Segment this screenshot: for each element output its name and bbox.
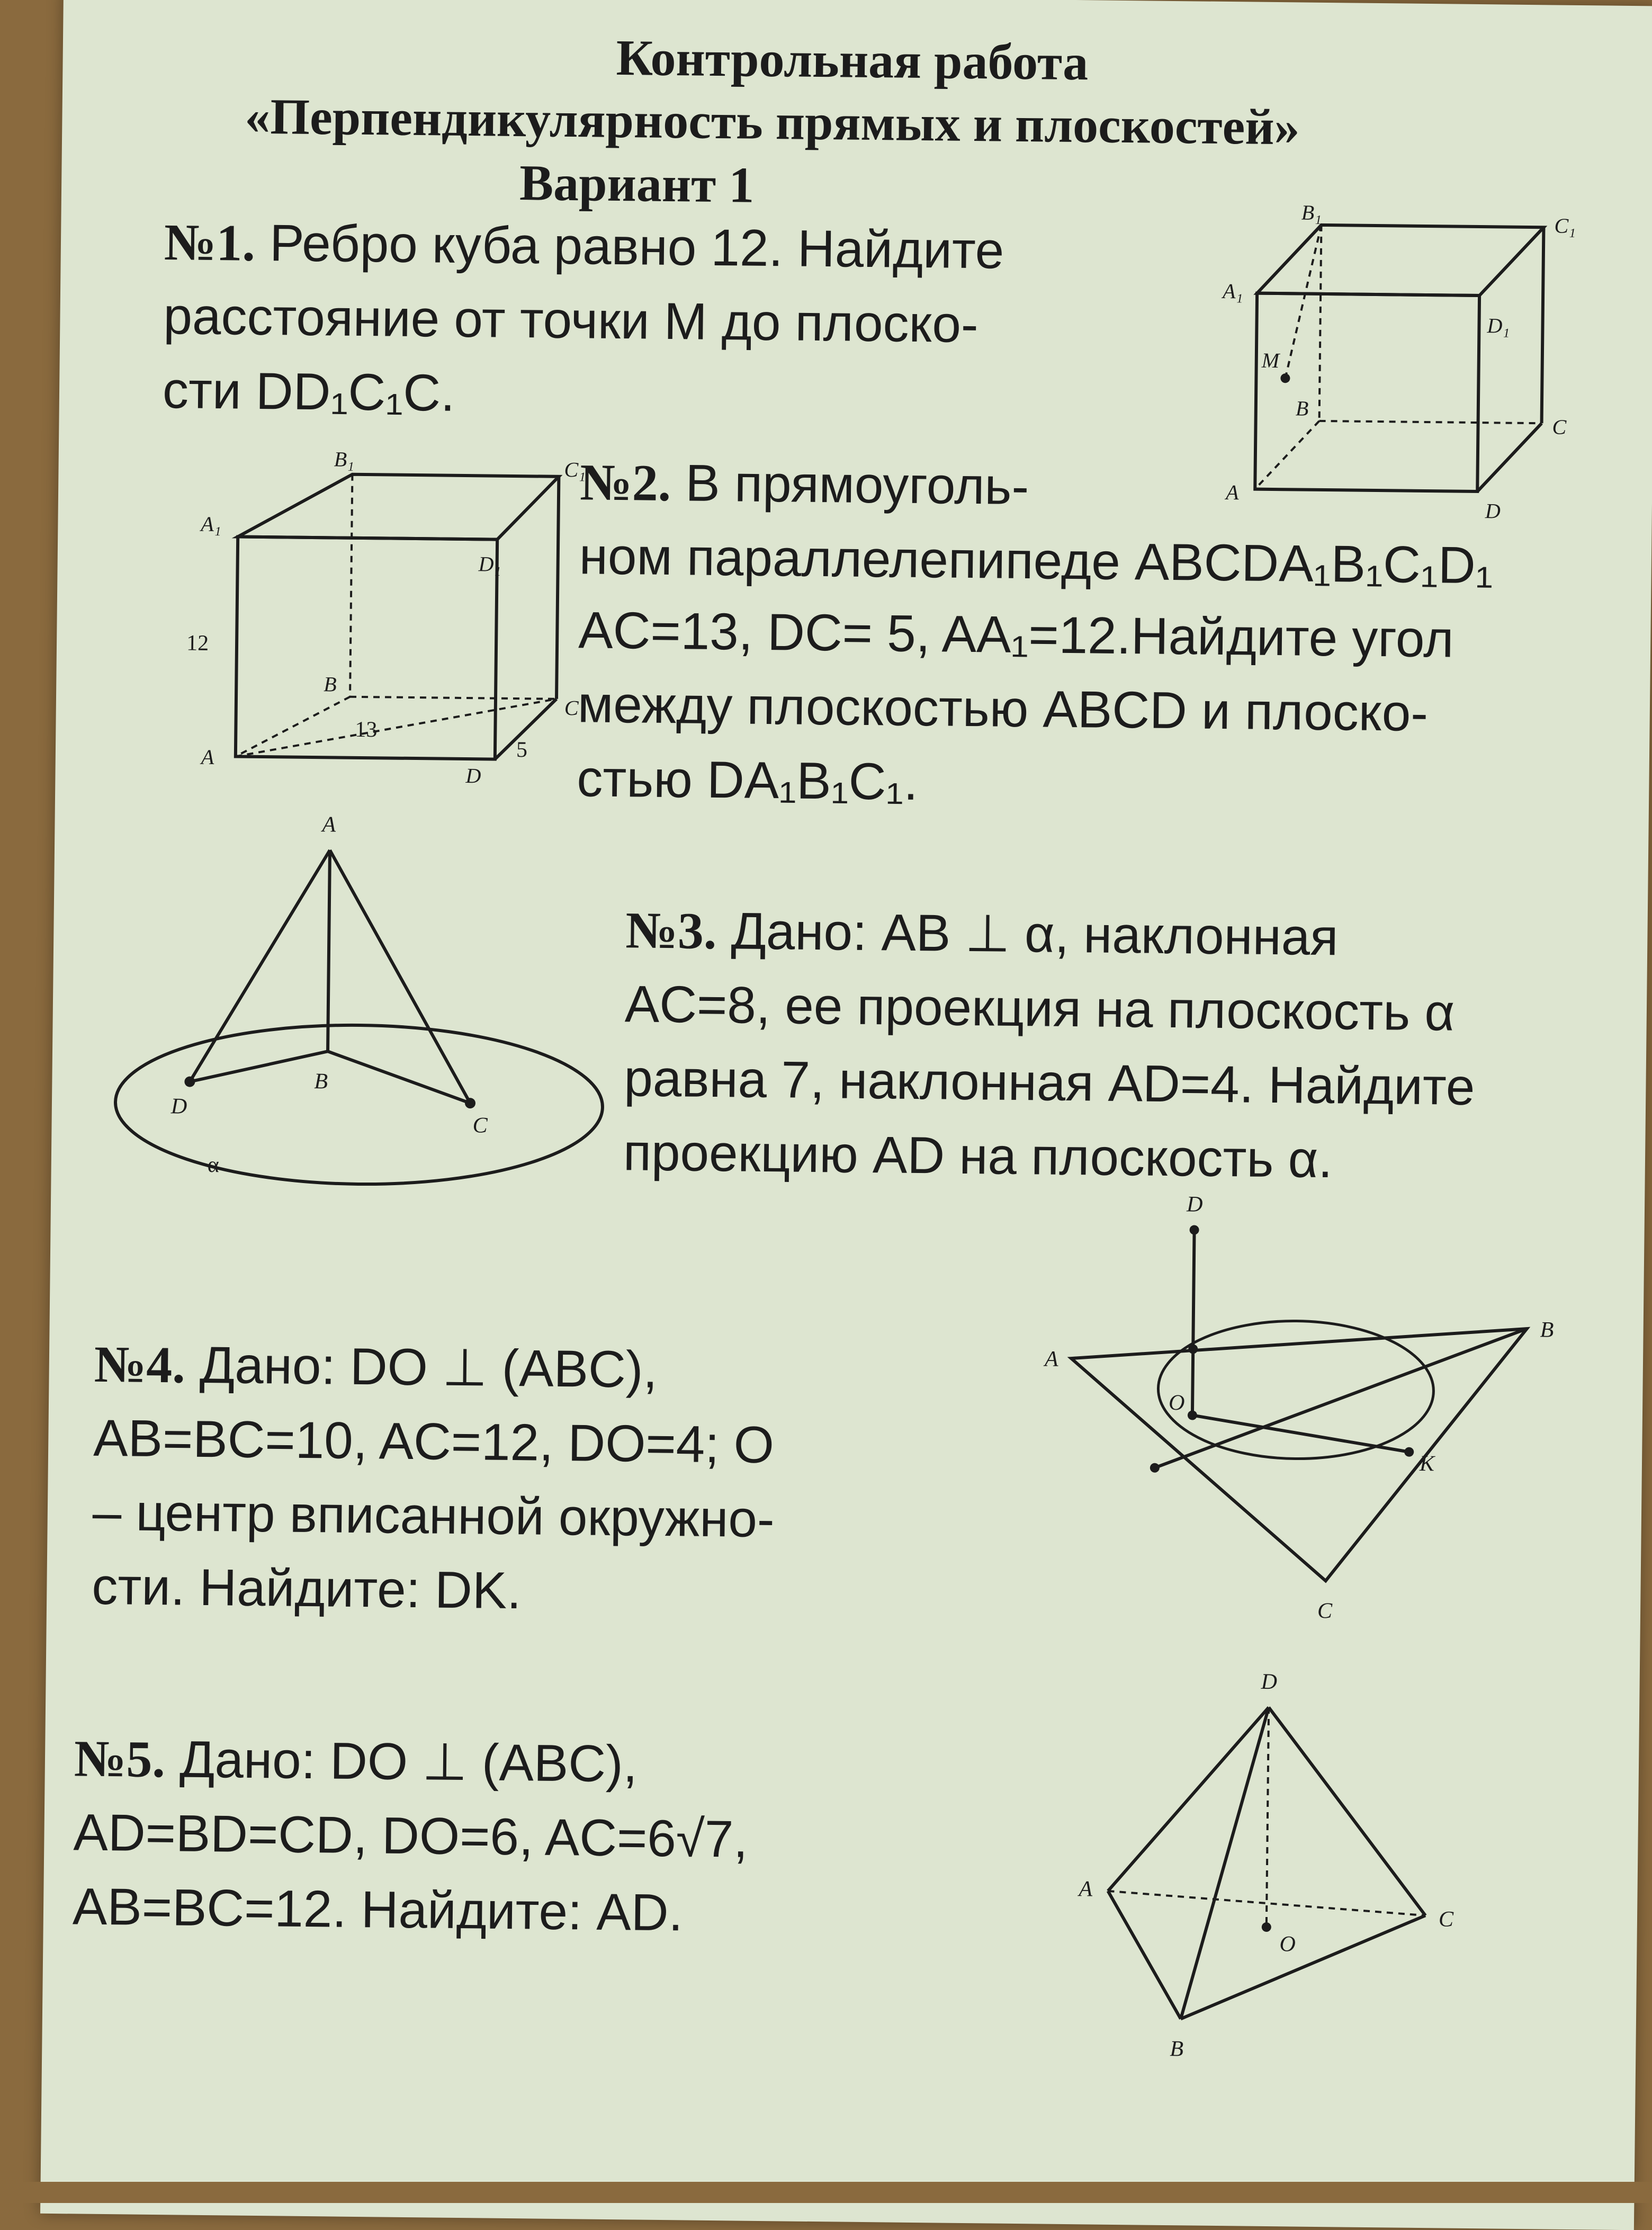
segment-do bbox=[1192, 1309, 1193, 1415]
svg-text:D: D bbox=[170, 1094, 187, 1119]
cube-front-face bbox=[1255, 293, 1479, 491]
svg-text:O: O bbox=[1279, 1932, 1296, 1957]
problem-5-line-2: AD=BD=CD, DO=6, AC=6√7, bbox=[73, 1803, 748, 1868]
svg-text:B: B bbox=[1540, 1318, 1554, 1342]
svg-text:D: D bbox=[1261, 1669, 1278, 1695]
figure-3-plane-inclined bbox=[93, 805, 627, 1224]
problem-3-line-1: №3. Дано: AB ⊥ α, наклонная bbox=[625, 901, 1339, 966]
figure-4-triangle-incircle bbox=[1031, 1192, 1592, 1652]
figure-5-pyramid bbox=[1048, 1663, 1529, 2070]
cube-top-face bbox=[1257, 225, 1543, 297]
svg-text:B₁: B₁ bbox=[334, 447, 355, 471]
svg-text:12: 12 bbox=[186, 631, 209, 656]
svg-text:M: M bbox=[1261, 348, 1280, 373]
problem-3-number: №3. bbox=[625, 902, 717, 961]
problem-4-line-1: №4. Дано: DO ⊥ (ABC), bbox=[94, 1335, 658, 1399]
svg-text:A₁: A₁ bbox=[1222, 279, 1243, 303]
svg-text:B: B bbox=[1170, 2037, 1184, 2062]
svg-text:O: O bbox=[1168, 1391, 1185, 1416]
svg-text:A: A bbox=[1044, 1347, 1058, 1372]
paper-sheet bbox=[40, 0, 1652, 2230]
svg-text:C₁: C₁ bbox=[564, 457, 586, 482]
svg-text:D: D bbox=[465, 764, 481, 788]
problem-1-line-2: расстояние от точки M до плоско- bbox=[163, 286, 979, 354]
svg-text:A₁: A₁ bbox=[201, 512, 222, 536]
svg-text:D: D bbox=[1186, 1192, 1203, 1217]
svg-text:A: A bbox=[1079, 1877, 1093, 1902]
triangle-abc bbox=[1069, 1324, 1527, 1583]
svg-text:13: 13 bbox=[355, 717, 378, 742]
problem-3-line-3: равна 7, наклонная AD=4. Найдите bbox=[623, 1049, 1475, 1116]
svg-text:C: C bbox=[1552, 415, 1567, 439]
problem-1-line-3: сти DD₁C₁C. bbox=[162, 361, 455, 422]
point-m bbox=[1280, 373, 1290, 383]
problem-2-line-3: AC=13, DC= 5, AA₁=12.Найдите угол bbox=[578, 601, 1455, 668]
problem-2-line-1: №2. В прямоуголь- bbox=[579, 453, 1029, 516]
svg-text:B: B bbox=[324, 672, 337, 696]
problem-2-line-2: ном параллелепипеде ABCDA₁B₁C₁D₁ bbox=[579, 526, 1494, 595]
svg-text:C: C bbox=[472, 1113, 488, 1138]
problem-4-line-2: AB=BC=10, AC=12, DO=4; O bbox=[93, 1408, 775, 1474]
svg-text:A: A bbox=[201, 745, 214, 769]
problem-2-line-4: между плоскостью ABCD и плоско- bbox=[577, 675, 1429, 742]
problem-1-line-1: №1. Ребро куба равно 12. Найдите bbox=[164, 213, 1004, 280]
svg-text:C: C bbox=[1317, 1598, 1333, 1624]
svg-text:D₁: D₁ bbox=[478, 552, 501, 576]
svg-text:α: α bbox=[207, 1152, 220, 1178]
svg-text:C: C bbox=[564, 695, 579, 720]
incircle bbox=[1157, 1320, 1434, 1460]
svg-text:K: K bbox=[1419, 1451, 1435, 1476]
problem-4-line-4: сти. Найдите: DK. bbox=[91, 1556, 522, 1620]
box-top-face bbox=[238, 473, 559, 540]
worksheet-subtitle: «Перпендикулярность прямых и плоскостей» bbox=[244, 87, 1300, 156]
figure-2-parallelepiped bbox=[142, 441, 586, 794]
svg-text:C: C bbox=[1438, 1907, 1454, 1932]
problem-4-line-3: – центр вписанной окружно- bbox=[92, 1482, 775, 1548]
svg-text:C₁: C₁ bbox=[1554, 213, 1576, 238]
problem-5-line-1: №5. Дано: DO ⊥ (ABC), bbox=[74, 1730, 638, 1793]
variant-label: Вариант 1 bbox=[519, 154, 755, 213]
desk-edge bbox=[0, 2182, 1652, 2203]
svg-text:A: A bbox=[1225, 480, 1239, 505]
svg-text:B₁: B₁ bbox=[1301, 200, 1322, 225]
svg-text:A: A bbox=[322, 812, 336, 837]
figure-1-cube bbox=[1181, 202, 1586, 524]
svg-text:B: B bbox=[1295, 396, 1309, 420]
plane-alpha bbox=[114, 1023, 603, 1187]
problem-5-number: №5. bbox=[74, 1730, 166, 1789]
svg-text:D₁: D₁ bbox=[1487, 314, 1510, 338]
problem-5-line-3: AB=BC=12. Найдите: AD. bbox=[72, 1877, 684, 1942]
svg-text:5: 5 bbox=[516, 738, 528, 763]
problem-2-number: №2. bbox=[579, 454, 671, 513]
problem-3-line-4: проекцию AD на плоскость α. bbox=[623, 1123, 1333, 1189]
problem-4-number: №4. bbox=[94, 1336, 186, 1394]
problem-1-number: №1. bbox=[164, 214, 256, 272]
problem-3-line-2: AC=8, ее проекция на плоскость α bbox=[624, 974, 1455, 1042]
svg-text:D: D bbox=[1485, 499, 1501, 523]
problem-2-line-5: стью DA₁B₁C₁. bbox=[576, 749, 919, 811]
worksheet-title: Контрольная работа bbox=[616, 29, 1089, 91]
svg-text:B: B bbox=[314, 1069, 328, 1094]
